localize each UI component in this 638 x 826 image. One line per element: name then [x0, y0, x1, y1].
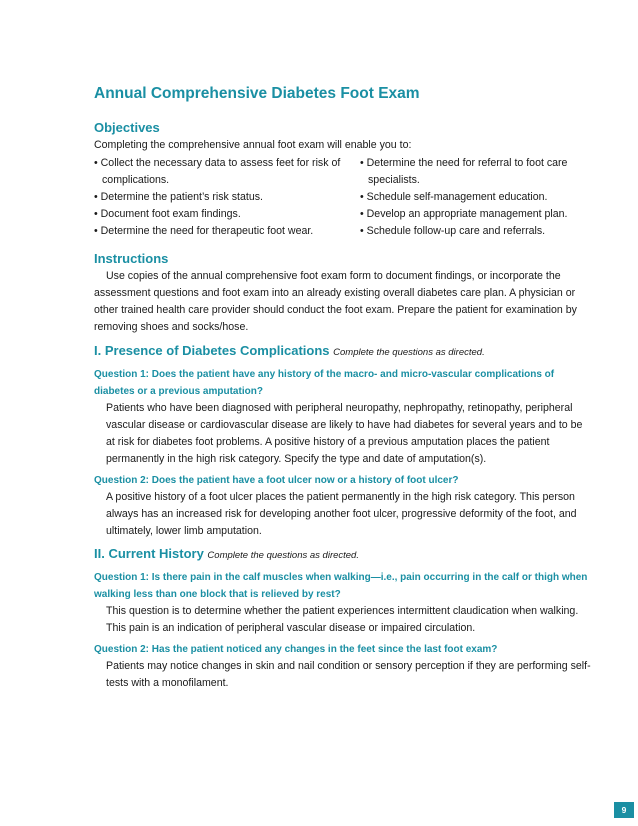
- section1-heading: [94, 342, 594, 362]
- objectives-heading: Objectives: [94, 120, 160, 135]
- instructions-text: Use copies of the annual comprehensive foot exam form to document findings, or incorporate the assessment questions and foot exam into an already existing overall diabetes care plan. A physician or other trained health care provider should conduct the foot exam. Prepare the patient for examination by removing shoes and socks/hose.: [94, 270, 577, 333]
- section2-question2: Question 2: Has the patient noticed any changes in the feet since the last foot exam?: [94, 644, 498, 655]
- section2-question1: Question 1: Is there pain in the calf muscles when walking—i.e., pain occurring in the calf or thigh when walking less than one block that is relieved by rest?: [94, 572, 588, 600]
- section1-question1: Question 1: Does the patient have any history of the macro- and micro-vascular complications of diabetes or a previous amputation?: [94, 369, 555, 397]
- objectives-intro: Completing the comprehensive annual foot exam will enable you to:: [94, 139, 412, 151]
- section2-note: Complete the questions as directed.: [207, 550, 359, 561]
- list-item: • Collect the necessary data to assess feet for risk of complications.: [94, 155, 352, 189]
- list-item: • Determine the need for therapeutic foot wear.: [94, 223, 352, 240]
- list-item: • Schedule follow-up care and referrals.: [360, 223, 594, 240]
- section2-title: II. Current History: [94, 546, 204, 561]
- list-item: • Determine the need for referral to foot care specialists.: [360, 155, 594, 189]
- list-item: • Determine the patient’s risk status.: [94, 189, 352, 206]
- objectives-right-list: [360, 155, 594, 240]
- list-item: • Document foot exam findings.: [94, 206, 352, 223]
- page-content: [94, 84, 594, 692]
- section1-answer2: A positive history of a foot ulcer places the patient permanently in the high risk category. This person always has an increased risk for developing another foot ulcer, progressive deformity of the foot, and ultimately, lower limb amputation.: [106, 491, 577, 537]
- section2-answer1: This question is to determine whether the patient experiences intermittent claudication when walking. This pain is an indication of peripheral vascular disease or impaired circulation.: [106, 605, 579, 634]
- section1-question2: Question 2: Does the patient have a foot ulcer now or a history of foot ulcer?: [94, 475, 459, 486]
- page-title: Annual Comprehensive Diabetes Foot Exam: [94, 85, 420, 102]
- objectives-left-list: [94, 155, 352, 240]
- section1-note: Complete the questions as directed.: [333, 347, 485, 358]
- list-item: • Develop an appropriate management plan.: [360, 206, 594, 223]
- objectives-columns: [94, 155, 594, 240]
- section2-heading: [94, 545, 594, 565]
- page-number: 9: [614, 802, 634, 818]
- list-item: • Schedule self-management education.: [360, 189, 594, 206]
- section2-answer2: Patients may notice changes in skin and nail condition or sensory perception if they are performing self-tests with a monofilament.: [106, 660, 591, 689]
- section1-answer1: Patients who have been diagnosed with peripheral neuropathy, nephropathy, retinopathy, peripheral vascular disease or cardiovascular disease are likely to have had diabetes for several years and to be at risk for diabetes foot problems. A positive history of a previous amputation places the patient permanently in the high risk category. Specify the type and date of amputation(s).: [106, 402, 583, 465]
- section1-title: I. Presence of Diabetes Complications: [94, 343, 330, 358]
- instructions-heading: Instructions: [94, 251, 169, 266]
